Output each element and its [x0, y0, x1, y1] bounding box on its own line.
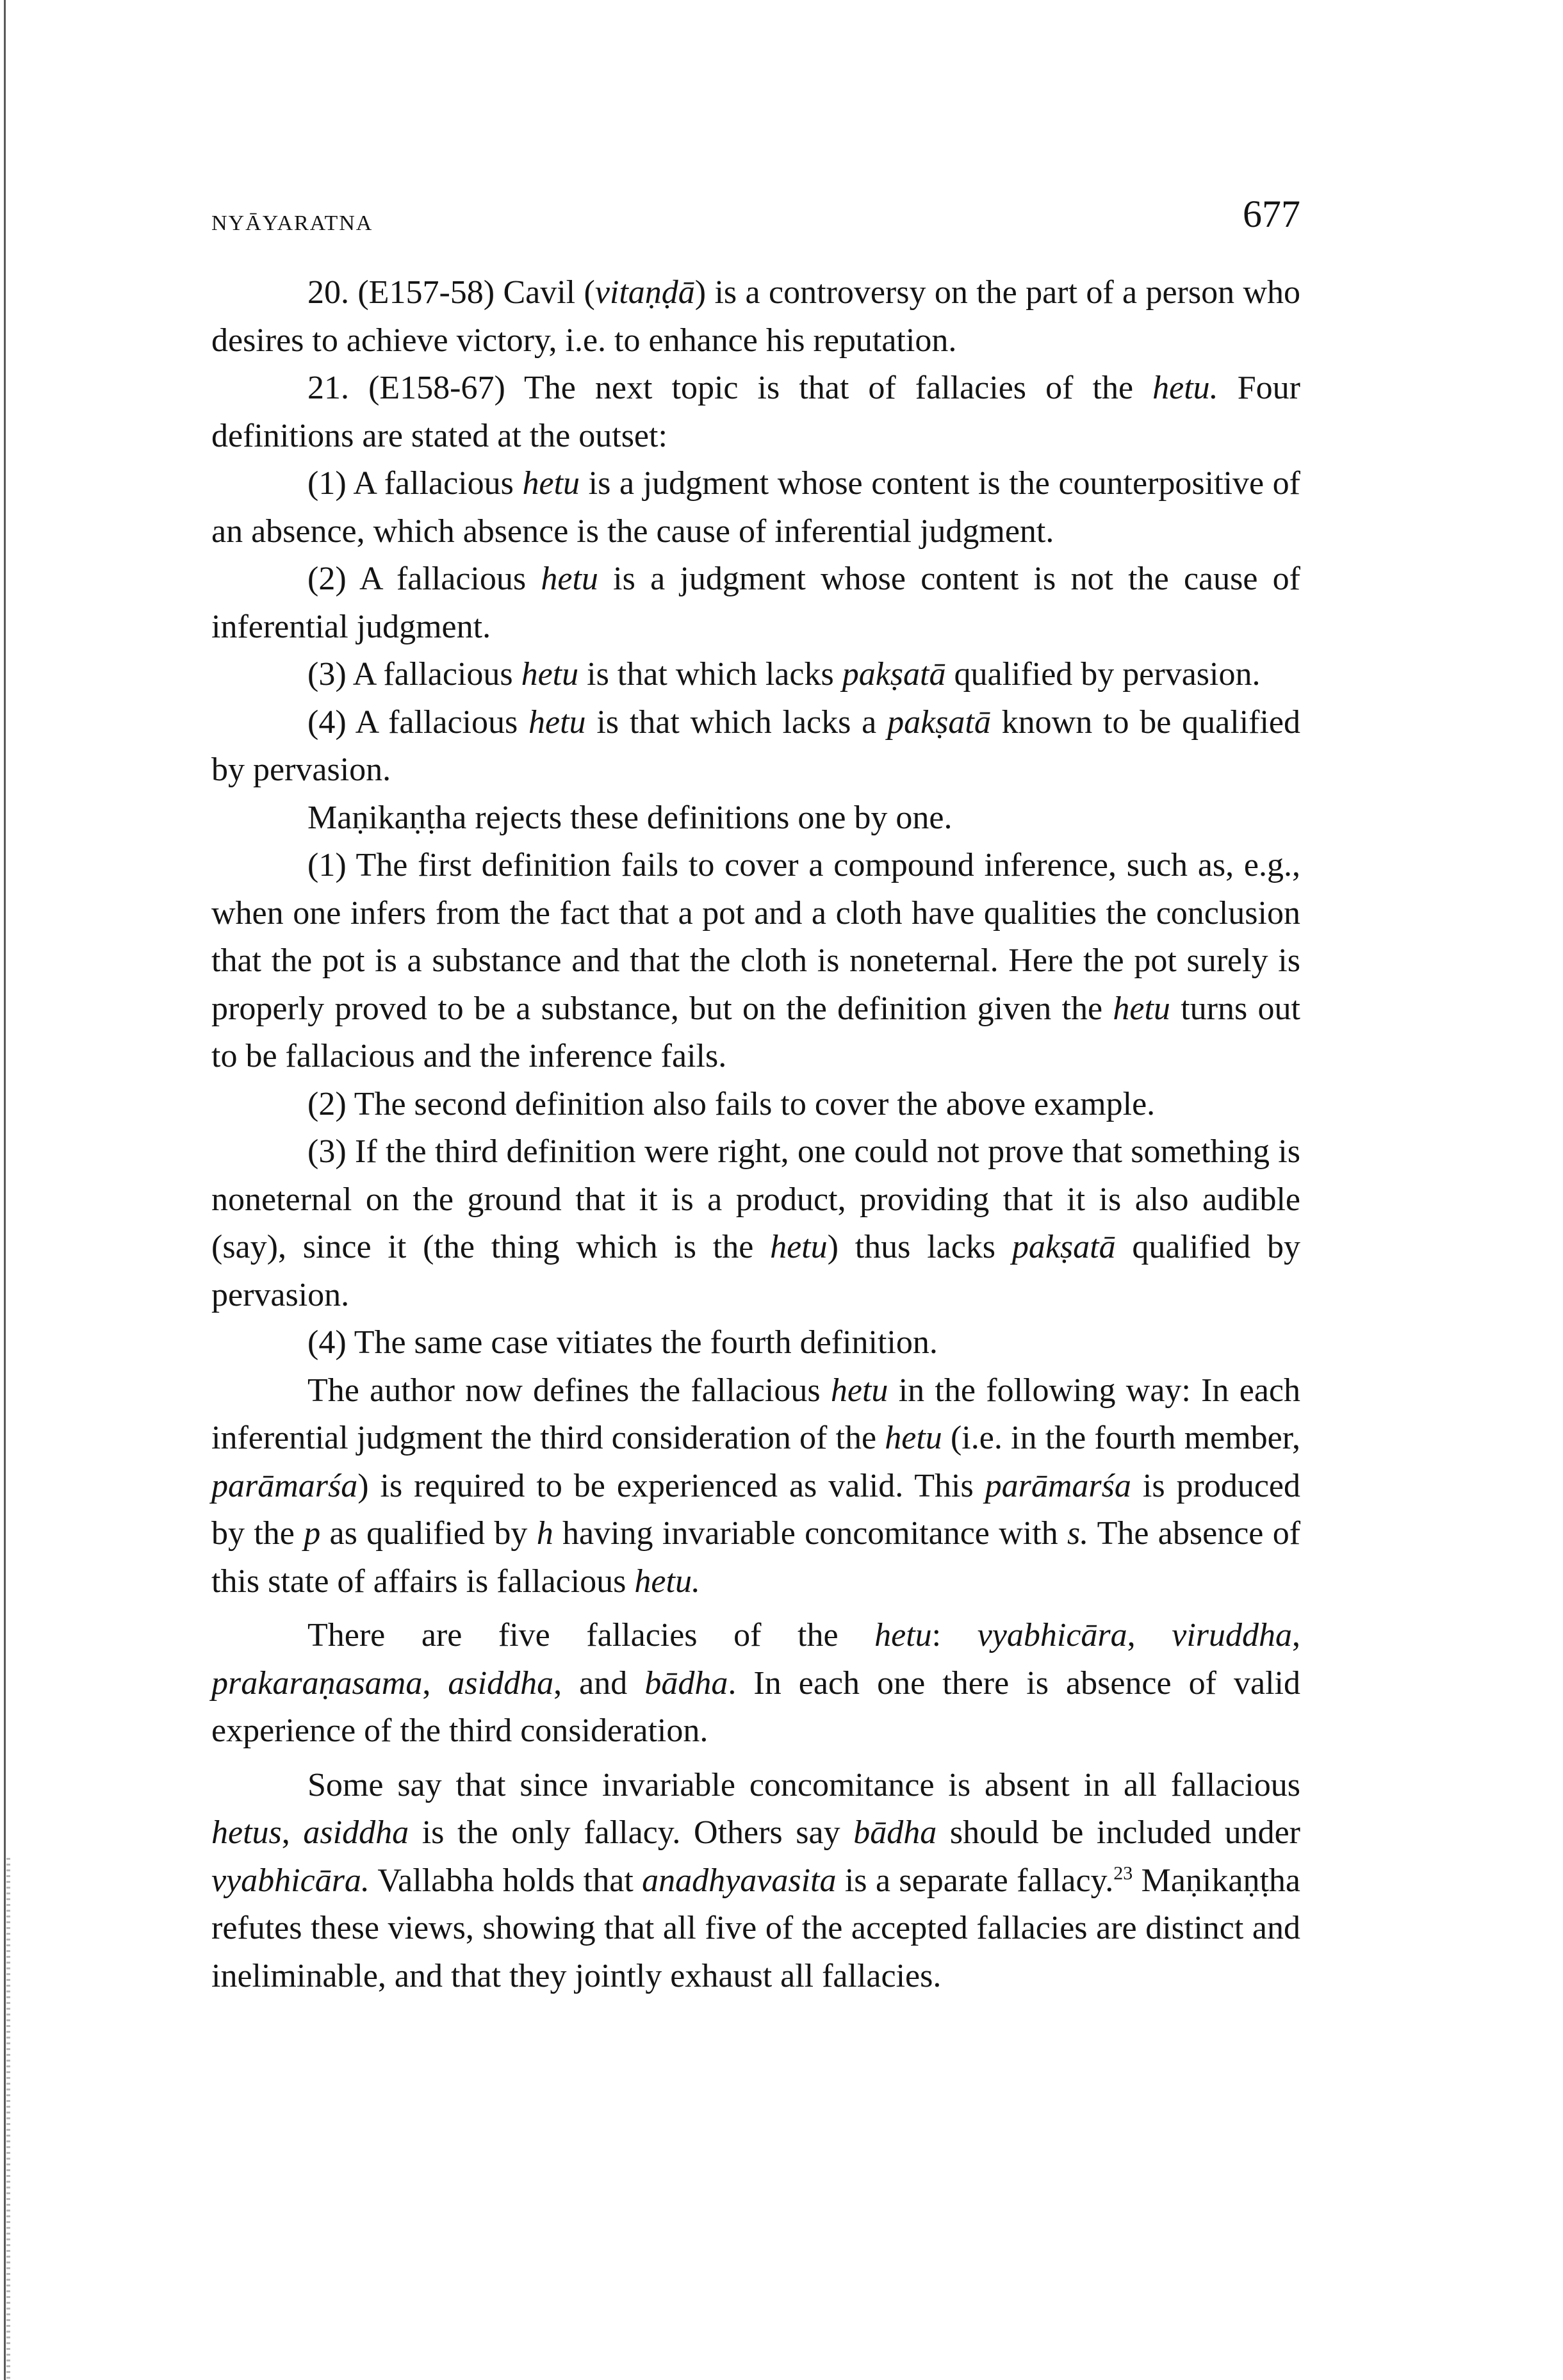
text-run: , [1127, 1617, 1172, 1654]
italic-term: pakṣatā [842, 656, 946, 693]
text-run: : [931, 1617, 978, 1654]
italic-term: asiddha [448, 1664, 554, 1702]
text-run: , [422, 1664, 448, 1702]
paragraph [211, 1319, 1300, 1367]
text-run: is a judgment whose content is the counterpositive of an absence, which absence is the cause of inferential judgment. [211, 465, 1300, 550]
text-run: 21. (E158-67) The next topic is that of fallacies of the [307, 370, 1153, 406]
paragraph [211, 1081, 1300, 1129]
paragraph [211, 1367, 1300, 1606]
italic-term: hetu [522, 465, 580, 502]
italic-term: bādha [853, 1814, 937, 1851]
paragraph [211, 794, 1300, 842]
text-run: qualified by pervasion. [211, 1229, 1301, 1313]
italic-term: hetu [541, 561, 598, 597]
text-run: is a separate fallacy. [836, 1862, 1114, 1899]
text-run: There are five fallacies of the [307, 1617, 875, 1654]
text-run: should be included under [937, 1814, 1300, 1851]
text-run: as qualified by [320, 1515, 537, 1552]
italic-term: prakaraṇasama [211, 1664, 423, 1702]
italic-term: hetu [521, 656, 579, 693]
text-run: (4) A fallacious [307, 703, 529, 741]
text-run: (2) The second definition also fails to cover the above example. [307, 1085, 1156, 1122]
italic-term: parāmarśa [211, 1467, 358, 1504]
text-run: ) is required to be experienced as valid. This [357, 1467, 985, 1504]
italic-term: hetu [830, 1372, 888, 1409]
scan-edge-line [4, 0, 6, 2380]
italic-term: vyabhicāra. [211, 1862, 370, 1899]
scan-edge-noise [6, 1858, 10, 2380]
footnote-ref: 23 [1113, 1862, 1133, 1884]
text-run: (3) A fallacious [307, 656, 521, 693]
text-run: , [1292, 1617, 1301, 1654]
italic-term: viruddha [1172, 1617, 1293, 1654]
running-head: NYĀYARATNA [211, 211, 373, 235]
italic-term: vitaṇḍā [594, 274, 695, 311]
italic-term: pakṣatā [887, 703, 991, 741]
paragraph [211, 460, 1300, 555]
text-run: The absence of this state of affairs is fallacious [211, 1515, 1301, 1600]
italic-term: anadhyavasita [642, 1862, 837, 1899]
italic-term: bādha [644, 1664, 728, 1702]
text-run: 20. (E157-58) Cavil ( [307, 274, 595, 311]
paragraph [211, 699, 1300, 794]
text-run: Some say that since invariable concomitance is absent in all fallacious [307, 1766, 1300, 1803]
text-run: Vallabha holds that [369, 1862, 642, 1899]
text-run: ) is a controversy on the part of a person who desires to achieve victory, i.e. to enhance his reputation. [211, 274, 1301, 359]
text-run: (1) A fallacious [307, 465, 523, 502]
paragraph [211, 555, 1300, 651]
paragraph [211, 1762, 1300, 2001]
italic-term: p [304, 1515, 321, 1552]
body-text [211, 269, 1300, 2000]
italic-term: hetu [1113, 990, 1170, 1027]
italic-term: s. [1067, 1515, 1089, 1552]
text-run: (4) The same case vitiates the fourth definition. [307, 1324, 938, 1361]
text-run: is that which lacks [578, 656, 842, 693]
italic-term: asiddha [303, 1814, 409, 1851]
text-run: (2) A fallacious [307, 561, 541, 597]
text-run: in the following way: In each inferential judgment the third consideration of the [211, 1372, 1301, 1456]
italic-term: h [536, 1515, 553, 1552]
text-run: is produced by the [211, 1467, 1300, 1552]
text-run: Maṇikaṇṭha refutes these views, showing that all five of the accepted fallacies are distinct and ineliminable, and that they jointly exhaust all fallacies. [211, 1862, 1300, 1994]
text-run: (i.e. in the fourth member, [942, 1420, 1300, 1456]
italic-term: hetu [885, 1420, 942, 1456]
text-run: turns out to be fallacious and the inference fails. [211, 990, 1300, 1074]
text-run: (3) If the third definition were right, one could not prove that something is noneternal on the ground that it is a product, providing that it is also audible (say), since it (the thing which is the [211, 1133, 1300, 1265]
italic-term: hetu. [1152, 370, 1218, 406]
italic-term: parāmarśa [985, 1467, 1131, 1504]
text-run: is that which lacks a [585, 703, 888, 741]
text-run: , and [553, 1664, 645, 1702]
italic-term: hetu [770, 1229, 828, 1265]
page-number: 677 [1243, 193, 1300, 235]
text-run: qualified by pervasion. [945, 656, 1261, 693]
text-run: Maṇikaṇṭha rejects these definitions one by one. [307, 799, 953, 836]
page-header [211, 192, 1300, 243]
italic-term: hetu [528, 703, 586, 741]
text-run: known to be qualified by pervasion. [211, 703, 1300, 788]
paragraph [211, 1128, 1300, 1319]
paragraph [211, 1612, 1300, 1755]
text-run: The author now defines the fallacious [307, 1372, 831, 1409]
italic-term: hetus [211, 1814, 282, 1851]
text-run: ) thus lacks [827, 1229, 1012, 1265]
text-run: , [281, 1814, 304, 1851]
paragraph [211, 651, 1300, 699]
text-run: having invariable concomitance with [553, 1515, 1067, 1552]
text-run: is a judgment whose content is not the cause of inferential judgment. [211, 561, 1300, 645]
text-run: is the only fallacy. Others say [409, 1814, 854, 1851]
paragraph [211, 269, 1300, 365]
paragraph [211, 842, 1300, 1081]
text-run: (1) The first definition fails to cover a compound inference, such as, e.g., when one infers from the fact that a pot and a cloth have qualities the conclusion that the pot is a substance and that the cloth is noneternal. Here the pot surely is properly proved to be a substance, but on the definition given the [211, 847, 1300, 1027]
italic-term: hetu. [634, 1563, 700, 1600]
paragraph [211, 365, 1300, 460]
text-run: Four definitions are stated at the outset: [211, 370, 1300, 454]
italic-term: hetu [874, 1617, 932, 1654]
text-run: . In each one there is absence of valid experience of the third consideration. [211, 1664, 1301, 1749]
italic-term: vyabhicāra [977, 1617, 1127, 1654]
italic-term: pakṣatā [1011, 1229, 1116, 1265]
